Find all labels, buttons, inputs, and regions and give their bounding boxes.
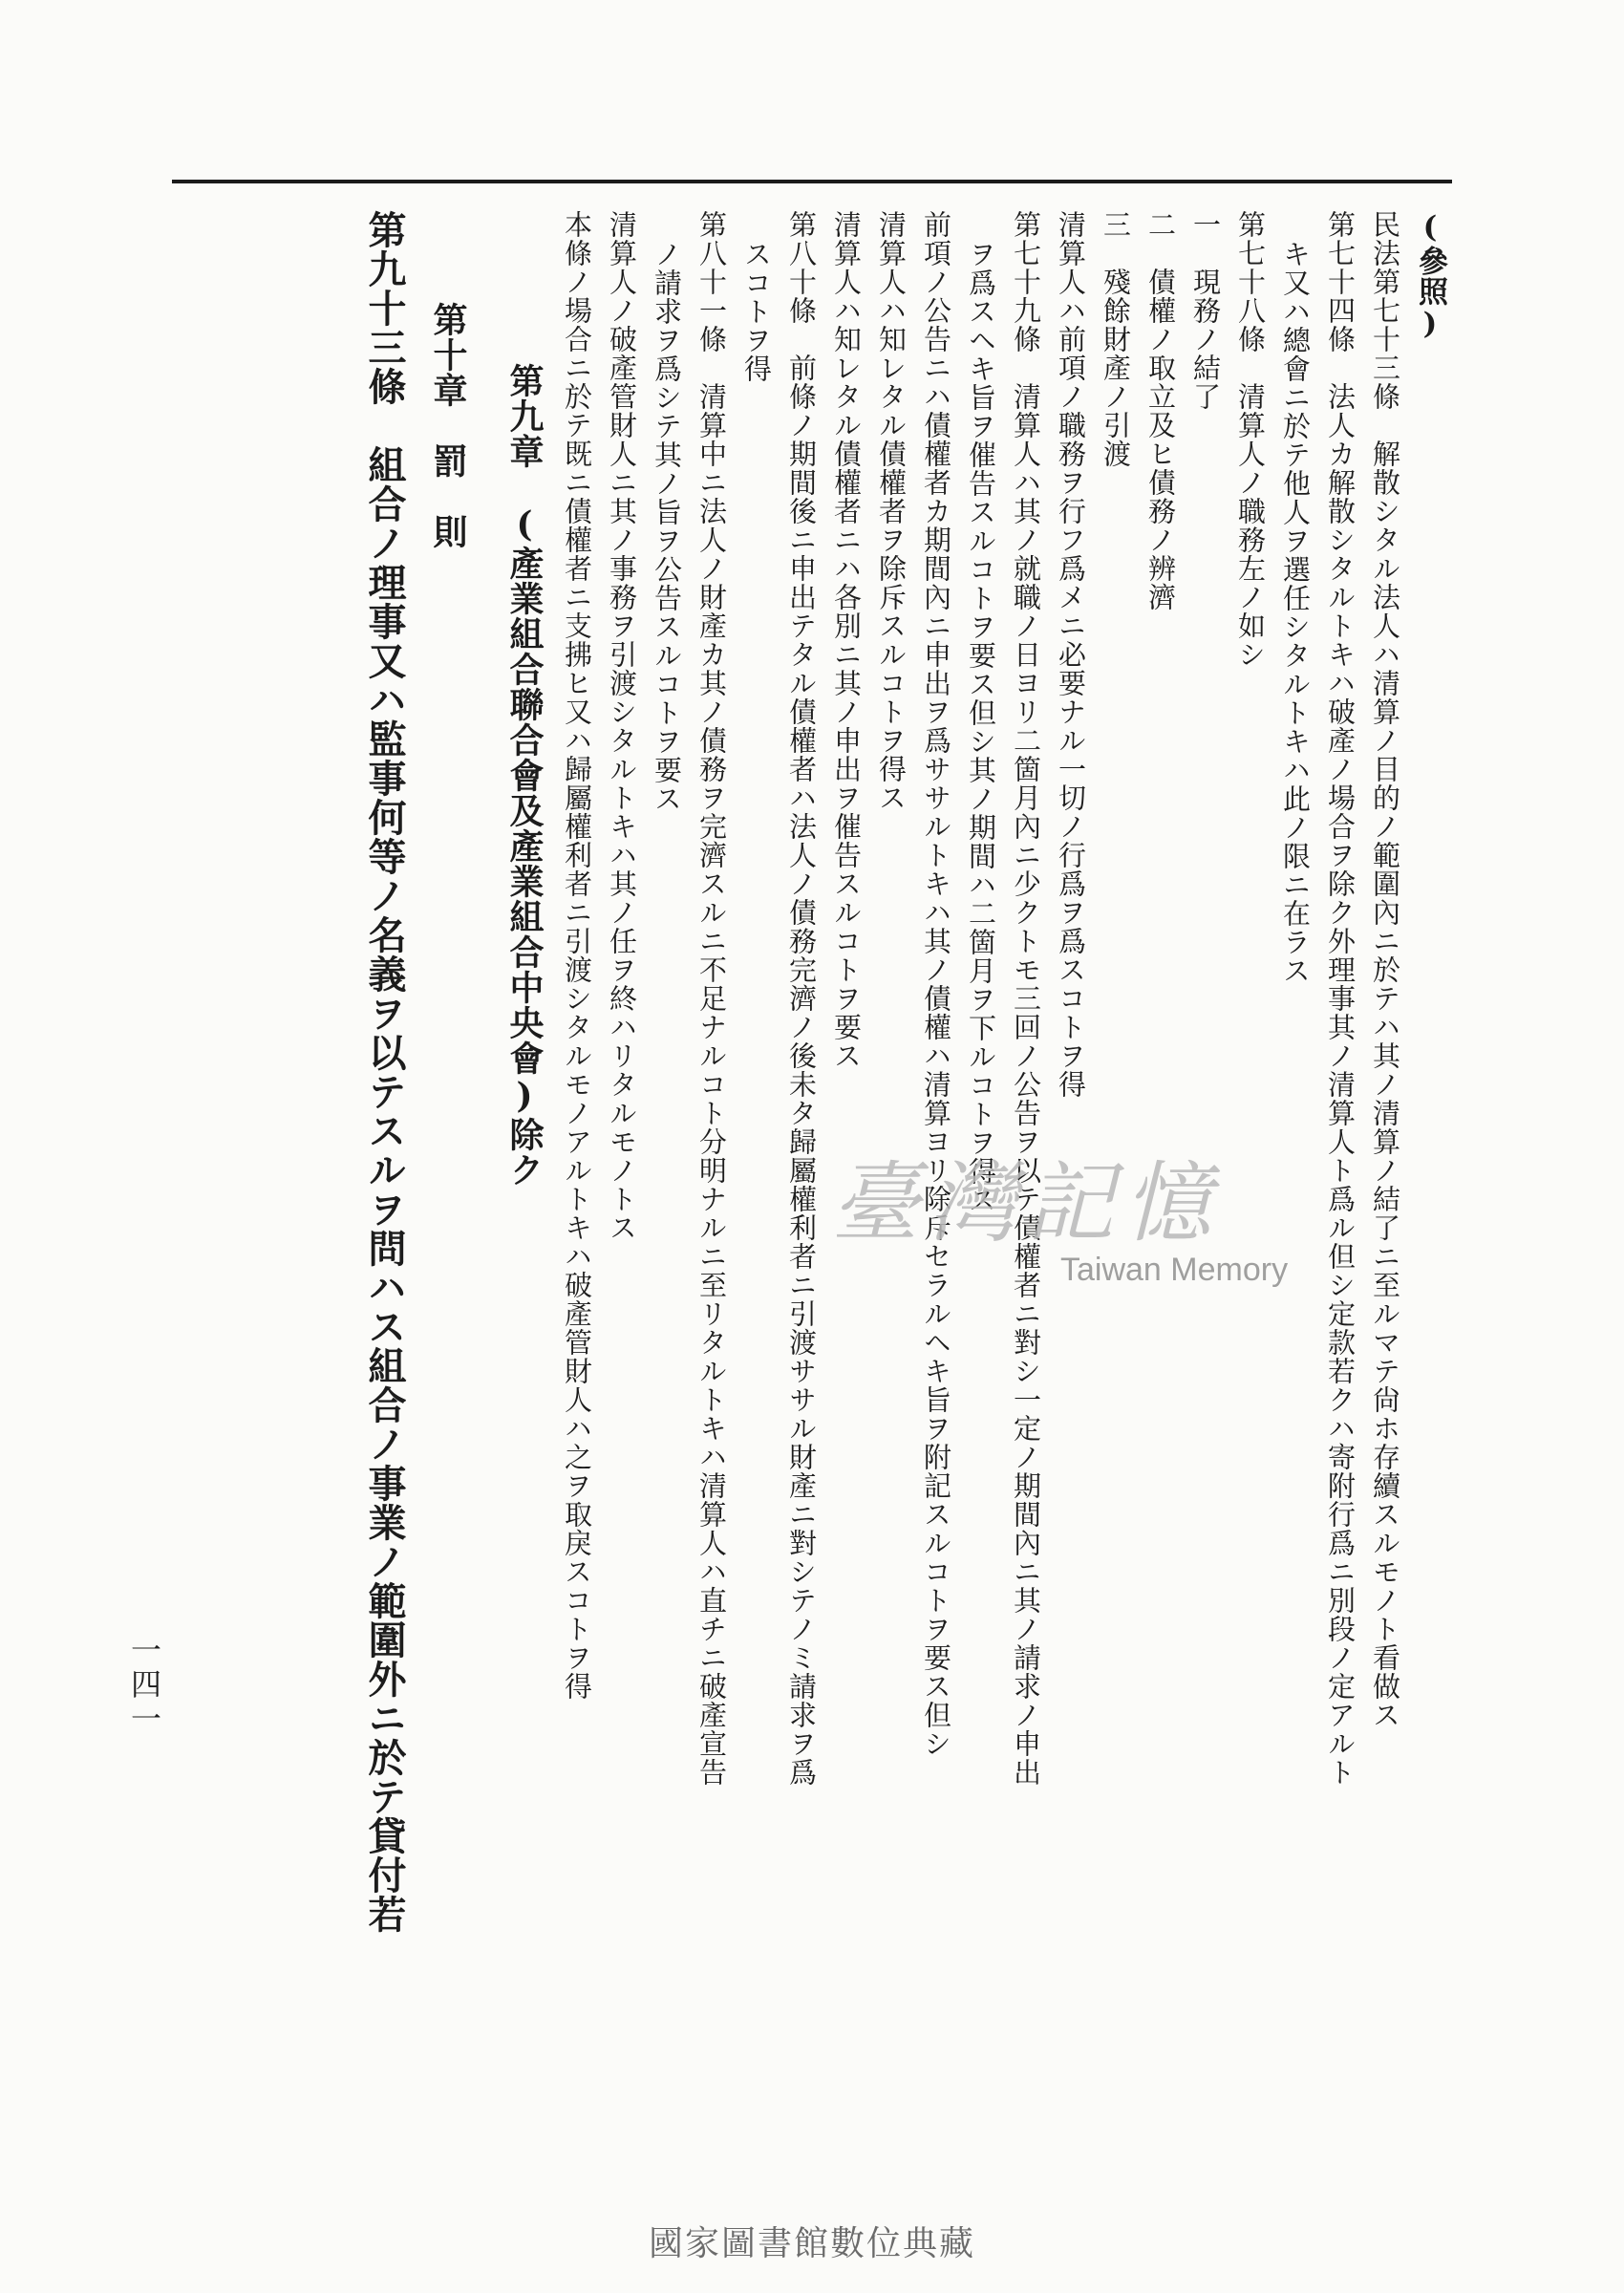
reference-label: (參照) [1413, 210, 1447, 342]
article-79-paragraph-3: 清算人ハ知レタル債權者ニハ各別ニ其ノ申出ヲ催告スルコトヲ要ス [830, 210, 863, 1070]
page-number: 一四一 [126, 1634, 162, 1737]
vertical-text-body [172, 210, 1452, 2083]
watermark-title: 臺灣記憶 [831, 1152, 1222, 1254]
watermark-subtitle: Taiwan Memory [1060, 1252, 1289, 1288]
article-78-item-3: 三 殘餘財產ノ引渡 [1100, 210, 1132, 468]
article-81: 第八十一條 清算中ニ法人ノ財產カ其ノ債務ヲ完濟スルニ不足ナルコト分明ナルニ至リタルトキハ清算人ハ直チニ破產宣告 [695, 210, 728, 1787]
article-93: 第九十三條 組合ノ理事又ハ監事何等ノ名義ヲ以テスルヲ問ハス組合ノ事業ノ範圍外ニ於テ貸付若 [362, 210, 407, 1934]
header-rule [172, 180, 1452, 183]
article-81-paragraph-2: 清算人ノ破產管財人ニ其ノ事務ヲ引渡シタルトキハ其ノ任ヲ終ハリタルモノトス [606, 210, 638, 1242]
article-80-continued: スコトヲ得 [740, 240, 773, 383]
watermark-logo [831, 1152, 1290, 1299]
article-79-continued: ヲ爲スヘキ旨ヲ催告スルコトヲ要ス但シ其ノ期間ハ二箇月ヲ下ルコトヲ得ス [965, 240, 997, 1214]
article-74: 第七十四條 法人カ解散シタルトキハ破產ノ場合ヲ除ク外理事其ノ清算人ト爲ル但シ定款若クハ寄附行爲ニ別段ノ定アルト [1324, 210, 1357, 1787]
article-79-paragraph-2: 前項ノ公告ニハ債權者カ期間內ニ申出ヲ爲ササルトキハ其ノ債權ハ清算ヨリ除斥セラルヘキ旨ヲ附記スルコトヲ要ス但シ [920, 210, 952, 1758]
article-78: 第七十八條 清算人ノ職務左ノ如シ [1234, 210, 1267, 669]
article-78-paragraph-2: 清算人ハ前項ノ職務ヲ行フ爲メニ必要ナル一切ノ行爲ヲ爲スコトヲ得 [1055, 210, 1087, 1099]
chapter-9-heading: 第九章 (產業組合聯合會及產業組合中央會)除ク [504, 363, 545, 1188]
article-78-item-2: 二 債權ノ取立及ヒ債務ノ辨濟 [1144, 210, 1177, 611]
civil-code-article-73: 民法第七十三條 解散シタル法人ハ清算ノ目的ノ範圍內ニ於テハ其ノ清算ノ結了ニ至ルマテ尙ホ存續スルモノト看做ス [1369, 210, 1401, 1729]
chapter-10-heading: 第十章 罰 則 [428, 302, 468, 549]
article-81-paragraph-3: 本條ノ場合ニ於テ既ニ債權者ニ支拂ヒ又ハ歸屬權利者ニ引渡シタルモノアルトキハ破產管財人ハ之ヲ取戾スコトヲ得 [561, 210, 593, 1701]
article-78-item-1: 一 現務ノ結了 [1189, 210, 1222, 411]
footer-library-label: 國家圖書館數位典藏 [648, 2224, 975, 2263]
article-79: 第七十九條 清算人ハ其ノ就職ノ日ヨリ二箇月內ニ少クトモ三回ノ公告ヲ以テ債權者ニ對シ一定ノ期間內ニ其ノ請求ノ申出 [1010, 210, 1042, 1787]
article-80: 第八十條 前條ノ期間後ニ申出テタル債權者ハ法人ノ債務完濟ノ後未タ歸屬權利者ニ引渡ササル財產ニ對シテノミ請求ヲ爲 [785, 210, 818, 1787]
article-81-continued: ノ請求ヲ爲シテ其ノ旨ヲ公告スルコトヲ要ス [651, 240, 683, 813]
article-79-paragraph-2-continued: 清算人ハ知レタル債權者ヲ除斥スルコトヲ得ス [875, 210, 908, 812]
article-74-continued: キ又ハ總會ニ於テ他人ヲ選任シタルトキハ此ノ限ニ在ラス [1279, 240, 1312, 985]
